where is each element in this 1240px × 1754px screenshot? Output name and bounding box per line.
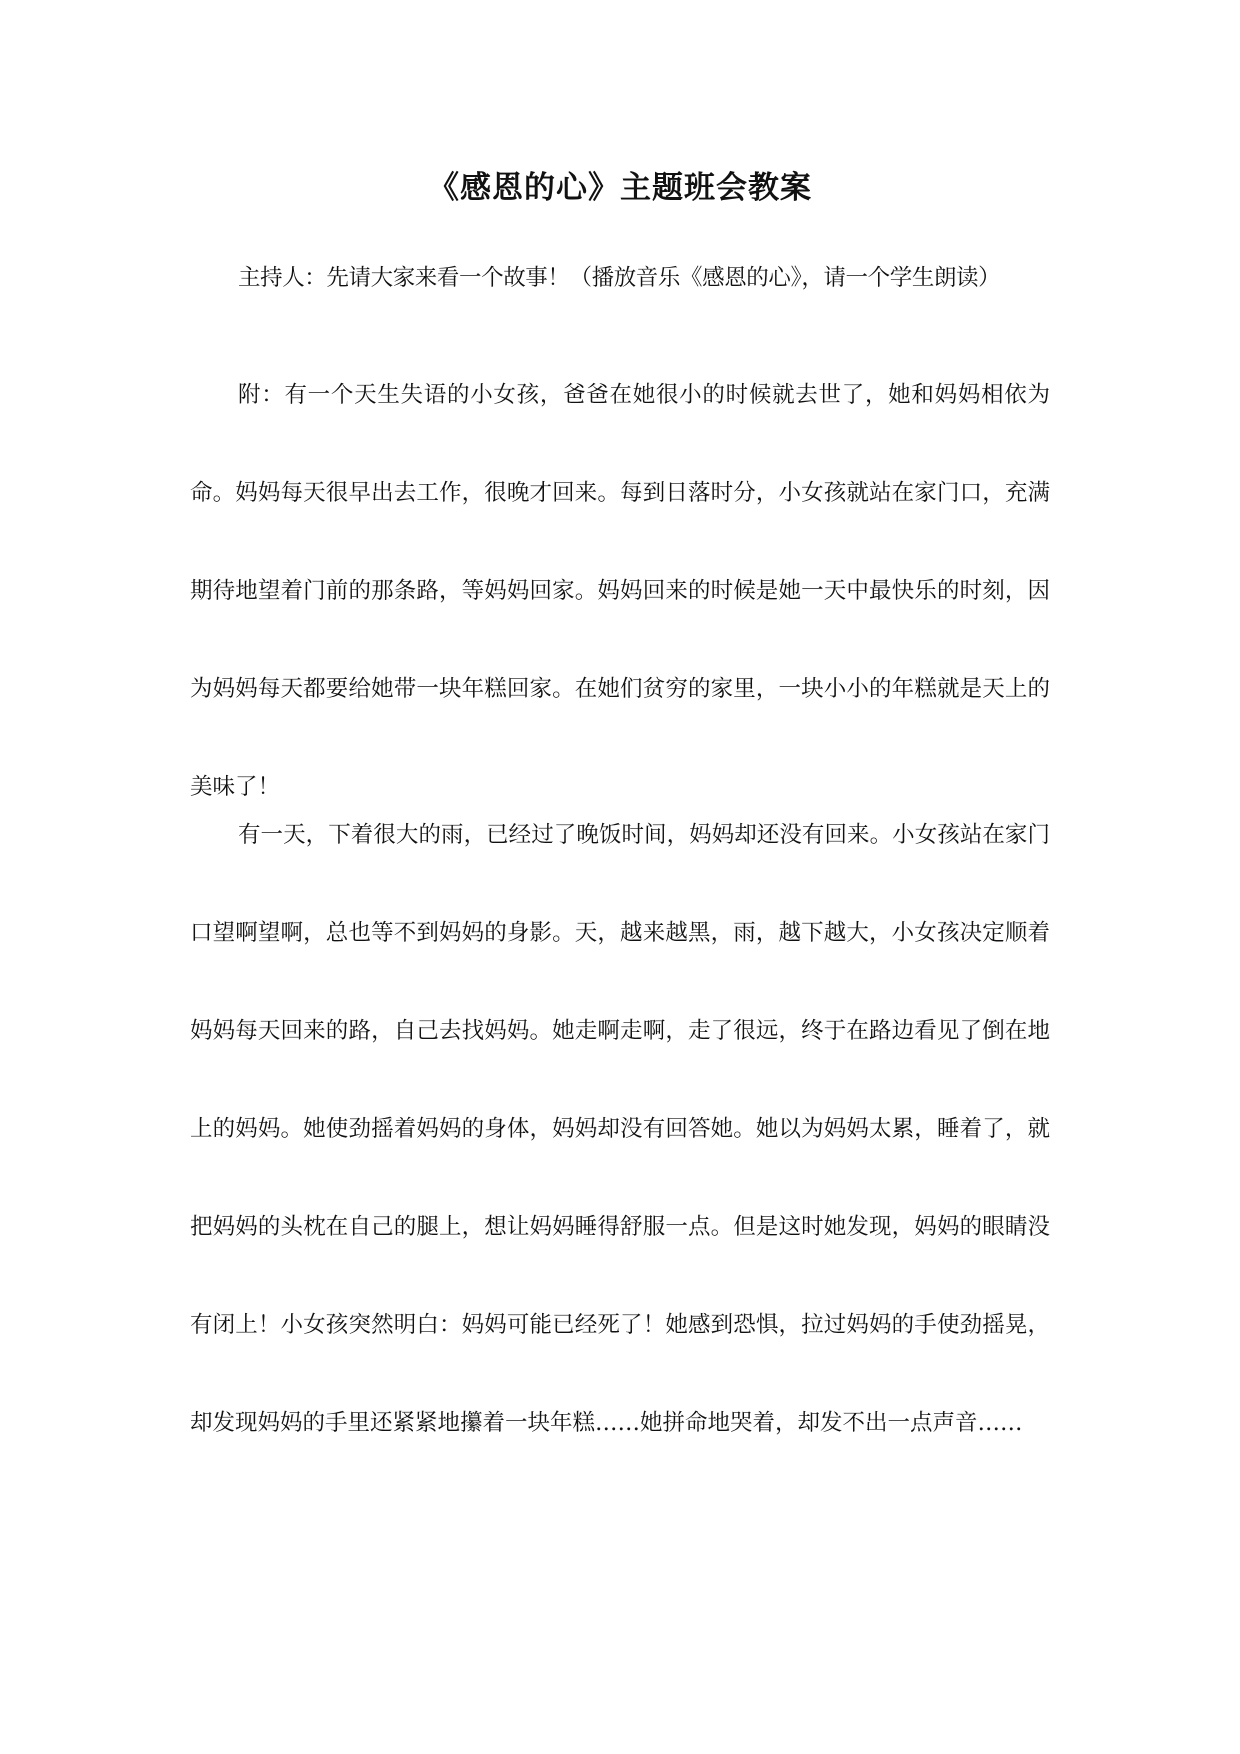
story-paragraph-2: 有一天，下着很大的雨，已经过了晚饭时间，妈妈却还没有回来。小女孩站在家门口望啊望啊，总也等不到妈妈的身影。天，越来越黑，雨，越下越大，小女孩决定顺着妈妈每天回来的路，自己去找妈妈。她走啊走啊，走了很远，终于在路边看见了倒在地上的妈妈。她使劲摇着妈妈的身体，妈妈却没有回答她。她以为妈妈太累，睡着了，就把妈妈的头枕在自己的腿上，想让妈妈睡得舒服一点。但是这时她发现，妈妈的眼睛没有闭上！小女孩突然明白：妈妈可能已经死了！她感到恐惧，拉过妈妈的手使劲摇晃，却发现妈妈的手里还紧紧地攥着一块年糕……她拼命地哭着，却发不出一点声音……: [190, 822, 1050, 1436]
document-title: 《感恩的心》主题班会教案: [428, 170, 812, 206]
story-paragraph-1: 附：有一个天生失语的小女孩，爸爸在她很小的时候就去世了，她和妈妈相依为命。妈妈每天很早出去工作，很晚才回来。每到日落时分，小女孩就站在家门口，充满期待地望着门前的那条路，等妈妈回家。妈妈回来的时候是她一天中最快乐的时刻，因为妈妈每天都要给她带一块年糕回家。在她们贫穷的家里，一块小小的年糕就是天上的美味了！: [190, 382, 1050, 800]
host-paragraph: 主持人：先请大家来看一个故事！（播放音乐《感恩的心》，请一个学生朗读）: [238, 265, 1001, 291]
